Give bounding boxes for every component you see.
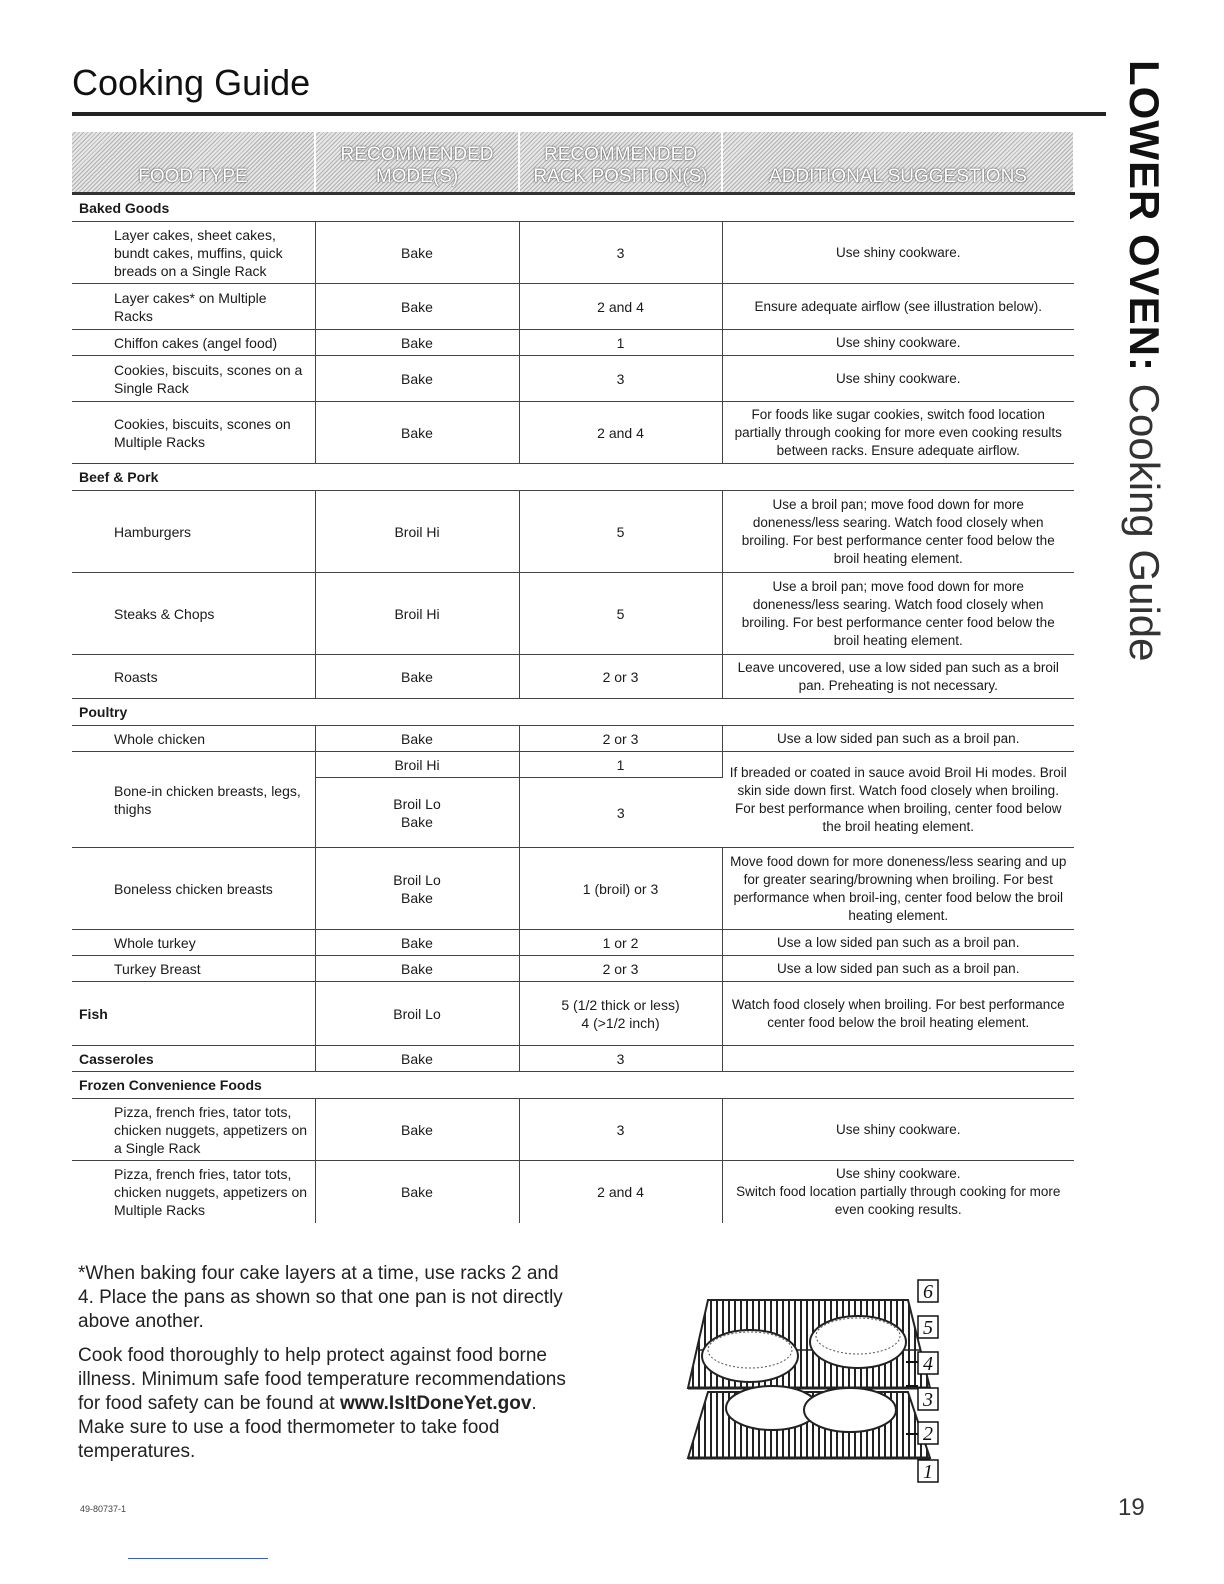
food-cell: Chiffon cakes (angel food) [72, 330, 315, 356]
table-row [72, 982, 1074, 1046]
food-cell: Hamburgers [72, 491, 315, 573]
food-cell: Layer cakes* on Multiple Racks [72, 284, 315, 330]
food-cell: Fish [72, 982, 315, 1046]
rack-label-6: 6 [923, 1281, 933, 1303]
table-row [72, 1099, 1074, 1161]
table-row [72, 726, 1074, 752]
rack-cell: 3 [519, 1046, 722, 1072]
category-label: Frozen Convenience Foods [72, 1072, 1074, 1099]
mode-line: Broil Lo [393, 795, 441, 812]
category-label: Baked Goods [72, 194, 1074, 222]
rack-cell [519, 982, 722, 1046]
rack-cell: 5 [519, 491, 722, 573]
rack-cell: 5 [519, 573, 722, 655]
food-cell: Roasts [72, 655, 315, 699]
suggestion-cell: Use shiny cookware. [722, 356, 1074, 402]
food-safety-text-end: . Make sure to use a food thermometer to take food temperatures. [78, 1393, 537, 1462]
food-cell: Casseroles [72, 1046, 315, 1072]
mode-cell [315, 848, 519, 930]
table-row [72, 491, 1074, 573]
suggestion-cell [722, 1046, 1074, 1072]
rack-cell: 1 [519, 330, 722, 356]
table-row [72, 284, 1074, 330]
suggestion-cell: If breaded or coated in sauce avoid Broil Hi modes. Broil skin side down first. Watch food closely when broiling. For best performance when broiling, center food below the broil heating element. [722, 752, 1074, 848]
col-header-mode: RECOMMENDED MODE(S) [315, 132, 519, 194]
food-cell: Boneless chicken breasts [72, 848, 315, 930]
food-cell: Layer cakes, sheet cakes, bundt cakes, muffins, quick breads on a Single Rack [72, 222, 315, 284]
document-number: 49-80737-1 [80, 1504, 127, 1514]
title-rule [72, 112, 1106, 116]
side-title-bold: LOWER OVEN: [1121, 60, 1168, 372]
rack-cell: 3 [519, 222, 722, 284]
table-row [72, 930, 1074, 956]
table-row [72, 1161, 1074, 1223]
rack-cell: 2 or 3 [519, 726, 722, 752]
mode-cell: Broil Hi [315, 752, 519, 778]
col-header-rack: RECOMMENDED RACK POSITION(S) [519, 132, 722, 194]
suggestion-line: Switch food location partially through cooking for more even cooking results. [736, 1183, 1061, 1217]
rack-label-4: 4 [923, 1353, 933, 1375]
suggestion-cell: Use shiny cookware. [722, 222, 1074, 284]
mode-cell: Bake [315, 1046, 519, 1072]
rack-cell: 2 and 4 [519, 284, 722, 330]
food-cell: Pizza, french fries, tator tots, chicken nuggets, appetizers on Multiple Racks [72, 1161, 315, 1223]
suggestion-cell: Use a broil pan; move food down for more doneness/less searing. Watch food closely when broiling. For best performance center food below the broil heating element. [722, 491, 1074, 573]
food-safety-note [78, 1344, 568, 1464]
suggestion-cell: Leave uncovered, use a low sided pan such as a broil pan. Preheating is not necessary. [722, 655, 1074, 699]
category-label: Beef & Pork [72, 464, 1074, 491]
rack-cell: 2 or 3 [519, 655, 722, 699]
table-row [72, 222, 1074, 284]
table-row [72, 356, 1074, 402]
suggestion-cell: Use a low sided pan such as a broil pan. [722, 956, 1074, 982]
rack-line: 4 (>1/2 inch) [581, 1014, 660, 1031]
mode-cell: Bake [315, 726, 519, 752]
mode-cell: Bake [315, 930, 519, 956]
mode-cell: Bake [315, 402, 519, 464]
mode-cell: Bake [315, 330, 519, 356]
food-cell: Pizza, french fries, tator tots, chicken nuggets, appetizers on a Single Rack [72, 1099, 315, 1161]
mode-cell: Bake [315, 1099, 519, 1161]
suggestion-cell: Use shiny cookware. [722, 330, 1074, 356]
mode-cell: Broil Lo [315, 982, 519, 1046]
food-safety-text: Cook food thoroughly to help protect against food borne illness. Minimum safe food temperature recommendations for food safety can be found at [78, 1345, 566, 1414]
food-cell: Whole turkey [72, 930, 315, 956]
notes [78, 1262, 568, 1474]
lower-rack [688, 1386, 930, 1458]
food-cell: Turkey Breast [72, 956, 315, 982]
rack-line: 5 (1/2 thick or less) [561, 996, 680, 1013]
mode-cell: Bake [315, 284, 519, 330]
table-header-row [72, 132, 1074, 194]
rack-cell: 1 or 2 [519, 930, 722, 956]
cake-pan [810, 1316, 906, 1368]
suggestion-cell: Move food down for more doneness/less searing and up for greater searing/browning when broiling. For best performance when broil-ing, center food below the broil heating element. [722, 848, 1074, 930]
mode-cell: Bake [315, 655, 519, 699]
rack-label-5: 5 [923, 1317, 933, 1339]
category-row [72, 464, 1074, 491]
mode-cell [315, 778, 519, 848]
mode-cell: Bake [315, 956, 519, 982]
category-row [72, 1072, 1074, 1099]
table-row [72, 956, 1074, 982]
mode-line: Bake [401, 813, 433, 830]
rack-illustration [680, 1270, 980, 1500]
upper-rack [688, 1300, 930, 1388]
suggestion-cell: Use a low sided pan such as a broil pan. [722, 726, 1074, 752]
suggestion-cell: Use a low sided pan such as a broil pan. [722, 930, 1074, 956]
table-row [72, 752, 1074, 778]
rack-label-2: 2 [923, 1423, 933, 1445]
rack-cell: 2 and 4 [519, 402, 722, 464]
suggestion-cell: Ensure adequate airflow (see illustration below). [722, 284, 1074, 330]
suggestion-line: Use shiny cookware. [835, 1165, 961, 1181]
table-row [72, 1046, 1074, 1072]
suggestion-cell [722, 1161, 1074, 1223]
food-cell: Bone-in chicken breasts, legs, thighs [72, 752, 315, 848]
mode-line: Broil Lo [393, 871, 441, 888]
mode-cell: Broil Hi [315, 573, 519, 655]
suggestion-cell: Watch food closely when broiling. For best performance center food below the broil heating element. [722, 982, 1074, 1046]
suggestion-cell: Use shiny cookware. [722, 1099, 1074, 1161]
cooking-guide-table [72, 132, 1075, 1223]
rack-label-3: 3 [923, 1389, 933, 1411]
rack-cell: 3 [519, 778, 722, 848]
rack-cell: 1 (broil) or 3 [519, 848, 722, 930]
table-row [72, 402, 1074, 464]
rack-cell: 2 or 3 [519, 956, 722, 982]
page-title: Cooking Guide [72, 62, 311, 103]
table-row [72, 330, 1074, 356]
mode-cell: Broil Hi [315, 491, 519, 573]
mode-cell: Bake [315, 356, 519, 402]
footer-link-line [128, 1558, 268, 1559]
suggestion-cell: For foods like sugar cookies, switch food location partially through cooking for more even cooking results between racks. Ensure adequate airflow. [722, 402, 1074, 464]
rack-cell: 2 and 4 [519, 1161, 722, 1223]
category-row [72, 699, 1074, 726]
cake-layer-note: *When baking four cake layers at a time, use racks 2 and 4. Place the pans as shown so that one pan is not directly above another. [78, 1263, 563, 1332]
rack-label-1: 1 [923, 1461, 933, 1483]
cake-pan [804, 1388, 896, 1432]
mode-cell: Bake [315, 222, 519, 284]
col-header-suggestions: ADDITIONAL SUGGESTIONS [722, 132, 1074, 194]
category-row [72, 194, 1074, 222]
table-row [72, 655, 1074, 699]
food-cell: Steaks & Chops [72, 573, 315, 655]
suggestion-cell: Use a broil pan; move food down for more doneness/less searing. Watch food closely when broiling. For best performance center food below the broil heating element. [722, 573, 1074, 655]
rack-cell: 1 [519, 752, 722, 778]
safety-url: www.IsItDoneYet.gov [339, 1393, 532, 1414]
food-cell: Whole chicken [72, 726, 315, 752]
food-cell: Cookies, biscuits, scones on a Single Rack [72, 356, 315, 402]
page-number: 19 [1118, 1494, 1145, 1521]
table-row [72, 848, 1074, 930]
food-cell: Cookies, biscuits, scones on Multiple Racks [72, 402, 315, 464]
side-title-light: Cooking Guide [1121, 372, 1168, 662]
mode-line: Bake [401, 889, 433, 906]
mode-cell: Bake [315, 1161, 519, 1223]
rack-cell: 3 [519, 356, 722, 402]
col-header-food-type: FOOD TYPE [72, 132, 315, 194]
rack-cell: 3 [519, 1099, 722, 1161]
table-row [72, 573, 1074, 655]
cake-pan [702, 1330, 798, 1382]
category-label: Poultry [72, 699, 1074, 726]
